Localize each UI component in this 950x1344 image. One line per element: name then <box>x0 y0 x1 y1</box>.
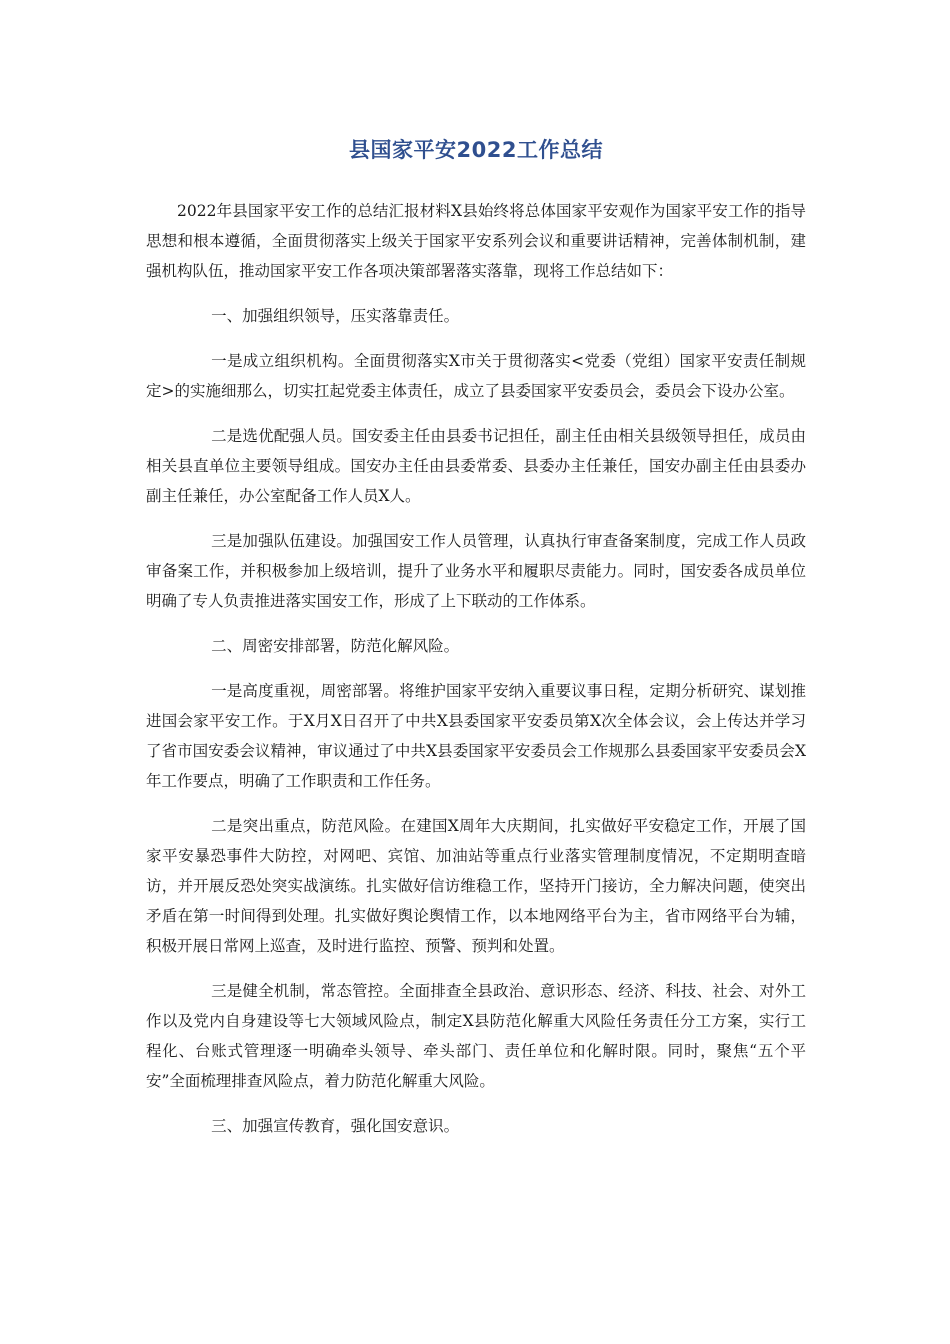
section1-item-2: 二是选优配强人员。国安委主任由县委书记担任，副主任由相关县级领导担任，成员由相关县直单位主要领导组成。国安办主任由县委常委、县委办主任兼任，国安办副主任由县委办副主任兼任，办公室配备工作人员X人。 <box>146 427 806 505</box>
section-heading-3: 三、加强宣传教育，强化国安意识。 <box>211 1117 460 1135</box>
section1-item-1: 一是成立组织机构。全面贯彻落实X市关于贯彻落实<党委（党组）国家平安责任制规定>的实施细那么，切实扛起党委主体责任，成立了县委国家平安委员会，委员会下设办公室。 <box>146 352 806 400</box>
document-title: 县国家平安2022工作总结 <box>349 138 603 162</box>
section-heading-1: 一、加强组织领导，压实落靠责任。 <box>211 307 460 325</box>
intro-paragraph: 2022年县国家平安工作的总结汇报材料X县始终将总体国家平安观作为国家平安工作的指导思想和根本遵循，全面贯彻落实上级关于国家平安系列会议和重要讲话精神，完善体制机制，建强机构队伍，推动国家平安工作各项决策部署落实落靠，现将工作总结如下： <box>146 202 806 280</box>
section2-item-1: 一是高度重视，周密部署。将维护国家平安纳入重要议事日程，定期分析研究、谋划推进国会家平安工作。于X月X日召开了中共X县委国家平安委员第X次全体会议，会上传达并学习了省市国安委会议精神，审议通过了中共X县委国家平安委员会工作规那么县委国家平安委员会X年工作要点，明确了工作职责和工作任务。 <box>146 682 806 790</box>
section2-item-3: 三是健全机制，常态管控。全面排查全县政治、意识形态、经济、科技、社会、对外工作以及党内自身建设等七大领域风险点，制定X县防范化解重大风险任务责任分工方案，实行工程化、台账式管理逐一明确牵头领导、牵头部门、责任单位和化解时限。同时，聚焦“五个平安”全面梳理排查风险点，着力防范化解重大风险。 <box>146 982 806 1090</box>
section-heading-2: 二、周密安排部署，防范化解风险。 <box>211 637 460 655</box>
section1-item-3: 三是加强队伍建设。加强国安工作人员管理，认真执行审查备案制度，完成工作人员政审备案工作，并积极参加上级培训，提升了业务水平和履职尽责能力。同时，国安委各成员单位明确了专人负责推进落实国安工作，形成了上下联动的工作体系。 <box>146 532 806 610</box>
document-page <box>146 128 806 1156</box>
section2-item-2: 二是突出重点，防范风险。在建国X周年大庆期间，扎实做好平安稳定工作，开展了国家平安暴恐事件大防控，对网吧、宾馆、加油站等重点行业落实管理制度情况，不定期明查暗访，并开展反恐处突实战演练。扎实做好信访维稳工作，坚持开门接访，全力解决问题，使突出矛盾在第一时间得到处理。扎实做好舆论舆情工作，以本地网络平台为主，省市网络平台为辅，积极开展日常网上巡查，及时进行监控、预警、预判和处置。 <box>146 817 806 955</box>
